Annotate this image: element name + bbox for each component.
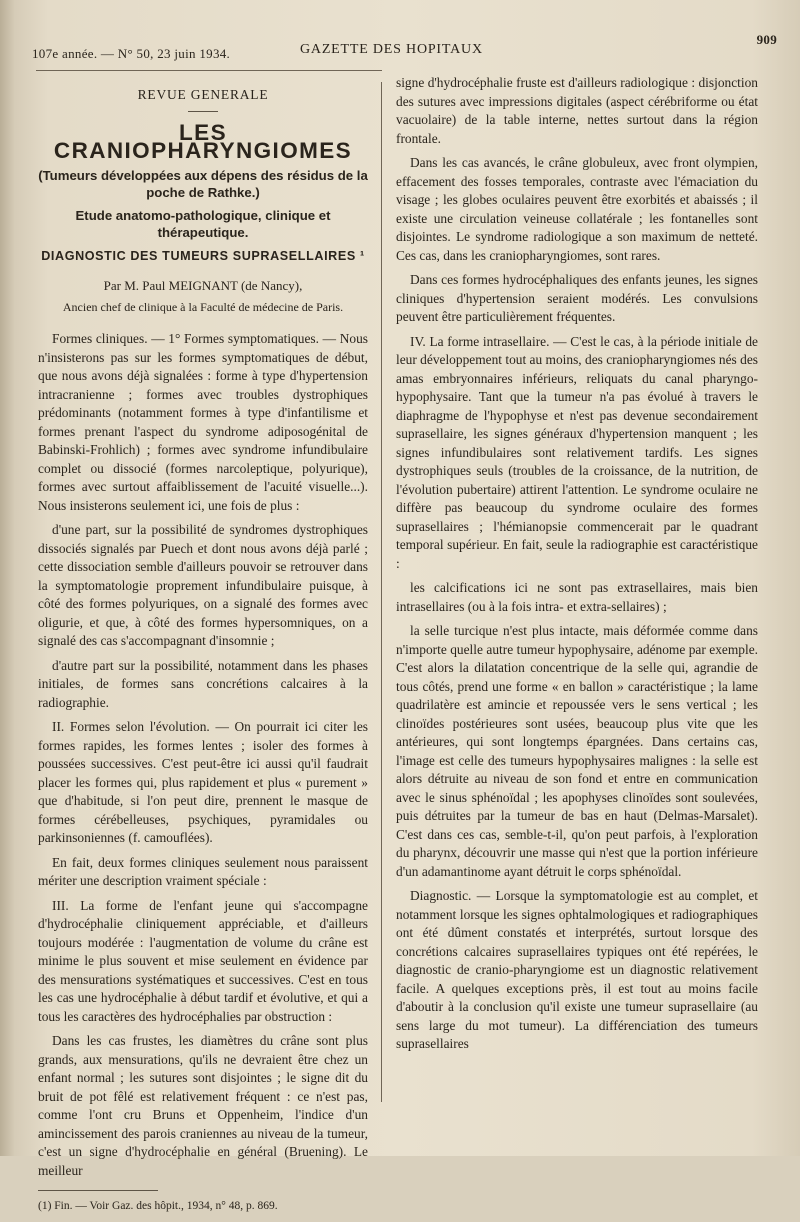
paragraph: Dans les cas avancés, le crâne globuleux, avec front olympien, effacement des fosses temporales, contraste avec l'émaciation du visage ; les globes oculaires peuvent être exorbités et abaissés ; il existe une circulation veineuse collatérale ; les fontanelles sont disjointes. Le syndrome radiologique a son maximum de netteté. Ces cas, dans les craniopharyngiomes, sont rares.	[396, 155, 758, 263]
paragraph: IV. La forme intrasellaire. — C'est le cas, à la période initiale de leur développement tout au moins, des craniopharyngiomes nés des amas embryonnaires inférieurs, reliquats du canal pharyngo-hypophysaire. Tant que la tumeur n'a pas évolué à travers le diaphragme de l'hypophyse et n'est pas devenue secondairement suprasellaire, les signes généraux d'hypertension manquent ; les signes infundibulaires sont relativement tardifs. Les signes dystrophiques seuls (troubles de la croissance, de la nutrition, de l'évolution pubertaire) attirent l'attention. Le syndrome oculaire ne diffère pas beaucoup du syndrome oculaire des formes suprasellaires ; l'hémianopsie commencerait par le quadrant temporal supérieur. En fait, seule la radiographie est caractéristique :	[396, 333, 758, 571]
running-header	[32, 32, 777, 62]
journal-name: GAZETTE DES HOPITAUX	[300, 42, 483, 57]
paragraph: la selle turcique n'est plus intacte, mais déformée comme dans n'importe quelle autre tumeur hypophysaire, adénome par exemple. C'est alors la dilatation concentrique de la selle qui, agrandie de tous côtés, prend une forme « en ballon » caractéristique ; la lame quadrilatère est amincie et repoussée vers le sens vertical ; les clinoïdes postérieures sont usées, beaucoup plus vite que les antérieures, qui sont longtemps épargnées. Dans certains cas, l'image est celle des tumeurs hypophysaires malignes : la selle est alors détruite au niveau de son fond et entre en communication avec le sinus sphénoïdal ; les apophyses clinoïdes sont soulevées, puis détruites par la tumeur de bas en haut (Delmas-Marsalet). C'est dans ces cas, semble-t-il, qu'on peut parfois, à l'exploration du pharynx, découvrir une masse qui n'est que la portion inférieure d'un adamantinome ayant détruit le corps sphénoïdal.	[396, 623, 758, 879]
part-title: DIAGNOSTIC DES TUMEURS SUPRASELLAIRES ¹	[41, 248, 365, 263]
footnote-rule	[38, 1190, 158, 1191]
article-subtitle-2: Etude anatomo-pathologique, clinique et thérapeutique.	[75, 207, 331, 240]
issue-line: 107e année. — N° 50, 23 juin 1934.	[32, 46, 231, 61]
paragraph: Dans ces formes hydrocéphaliques des enfants jeunes, les signes cliniques d'hypertension seraient modérés. Les convulsions peuvent être particulièrement fréquentes.	[396, 272, 758, 324]
affiliation-line: Ancien chef de clinique à la Faculté de médecine de Paris.	[62, 299, 344, 314]
paragraph: Diagnostic. — Lorsque la symptomatologie est au complet, et notamment lorsque les signes ophtalmologiques et radiographiques ont été dûment constatés et interprétés, surtout lorsque des concrétions calcaires suprasellaires typiques ont été repérées, le diagnostic de cranio-pharyngiome est un diagnostic relativement facile. A quelques exceptions près, il est tout au moins facile d'aboutir à la conclusion qu'il existe une tumeur suprasellaire (au sens large du mot tumeur). La différenciation des tumeurs suprasellaires	[396, 888, 758, 1051]
paragraph: III. La forme de l'enfant jeune qui s'accompagne d'hydrocéphalie cliniquement appréciable, et d'ailleurs toujours modérée : l'augmentation de volume du crâne est minime le plus souvent et mise seulement en évidence par des mensurations systématiques et successives. C'est en tous les cas une hydrocéphalie à début tardif et évolutive, et qui a tous les caractères des hydrocéphalies par obstruction :	[38, 897, 368, 1024]
paragraph: signe d'hydrocéphalie fruste est d'ailleurs radiologique : disjonction des sutures avec impressions digitales (aspect cérébriforme ou état vacuolaire) de la table interne, nettes surtout dans la région frontale.	[396, 75, 758, 146]
paragraph: d'autre part sur la possibilité, notamment dans les phases initiales, de formes sans concrétions calcaires à la radiographie.	[38, 657, 368, 710]
column-divider	[381, 82, 382, 1102]
paragraph: Dans les cas frustes, les diamètres du crâne sont plus grands, aux mensurations, qu'ils ne devraient être chez un enfant normal ; les sutures sont disjointes ; le signe dit du bruit de pot fêlé est relativement fréquent : ce n'est pas, comme l'ont cru Bruns et Oppenheim, l'indice d'un amincissement des parois craniennes au niveau de la tumeur, c'est un signe d'hydrocéphalie en général (Bruening). Le meilleur	[38, 1033, 368, 1178]
right-column	[396, 74, 758, 1060]
section-rule	[188, 111, 218, 112]
author-line: Par M. Paul MEIGNANT (de Nancy),	[103, 278, 303, 293]
header-rule	[36, 70, 382, 71]
paragraph: d'une part, sur la possibilité de syndromes dystrophiques dissociés signalés par Puech et dont nous avons déjà parlé ; cette dissociation semble d'ailleurs pouvoir se retrouver dans la symptomatologie proprement infundibulaire puisque, à côté des formes polyuriques, on a signalé des formes avec oligurie, et que, à côté des formes hypersomniques, on a signalé des cas s'accompagnant d'insomnie ;	[38, 522, 368, 648]
footnote: (1) Fin. — Voir Gaz. des hôpit., 1934, n° 48, p. 869.	[38, 1200, 278, 1212]
paragraph: II. Formes selon l'évolution. — On pourrait ici citer les formes rapides, les formes lentes ; isoler des formes à poussées successives. C'est peut-être ici aussi qu'il faudrait placer les formes qui, plus rapidement et plus « purement » que d'habitude, si l'on peut dire, prennent le masque de formes cérébelleuses, psychiques, pyramidales ou parkinsoniennes (f. camouflées).	[38, 719, 368, 845]
paragraph: les calcifications ici ne sont pas extrasellaires, mais bien intrasellaires (ou à la fois intra- et extra-sellaires) ;	[396, 580, 758, 614]
paragraph: En fait, deux formes cliniques seulement nous paraissent mériter une description vraiment spéciale :	[38, 854, 368, 888]
article-title: LES CRANIOPHARYNGIOMES	[53, 119, 353, 163]
paragraph: Formes cliniques. — 1° Formes symptomatiques. — Nous n'insisterons pas sur les formes symptomatiques de début, que nous avons déjà signalées : forme à type d'hypertension intracranienne ; formes avec troubles dystrophiques prédominants (notamment formes à type d'infantilisme et formes prenant l'aspect du syndrome adiposogénital de Babinski-Frohlich) ; formes avec syndrome infundibulaire complet ou dissocié (formes narcoleptique, polyurique), formes avec surtout affaiblissement de l'acuité visuelle...). Nous insisterons seulement ici, une fois de plus :	[38, 331, 368, 513]
article-subtitle: (Tumeurs développées aux dépens des résidus de la poche de Rathke.)	[38, 167, 368, 200]
page-fold-shadow	[0, 0, 14, 1156]
left-column	[38, 86, 368, 1222]
page-number: 909	[756, 32, 777, 47]
section-label: REVUE GENERALE	[137, 87, 269, 102]
